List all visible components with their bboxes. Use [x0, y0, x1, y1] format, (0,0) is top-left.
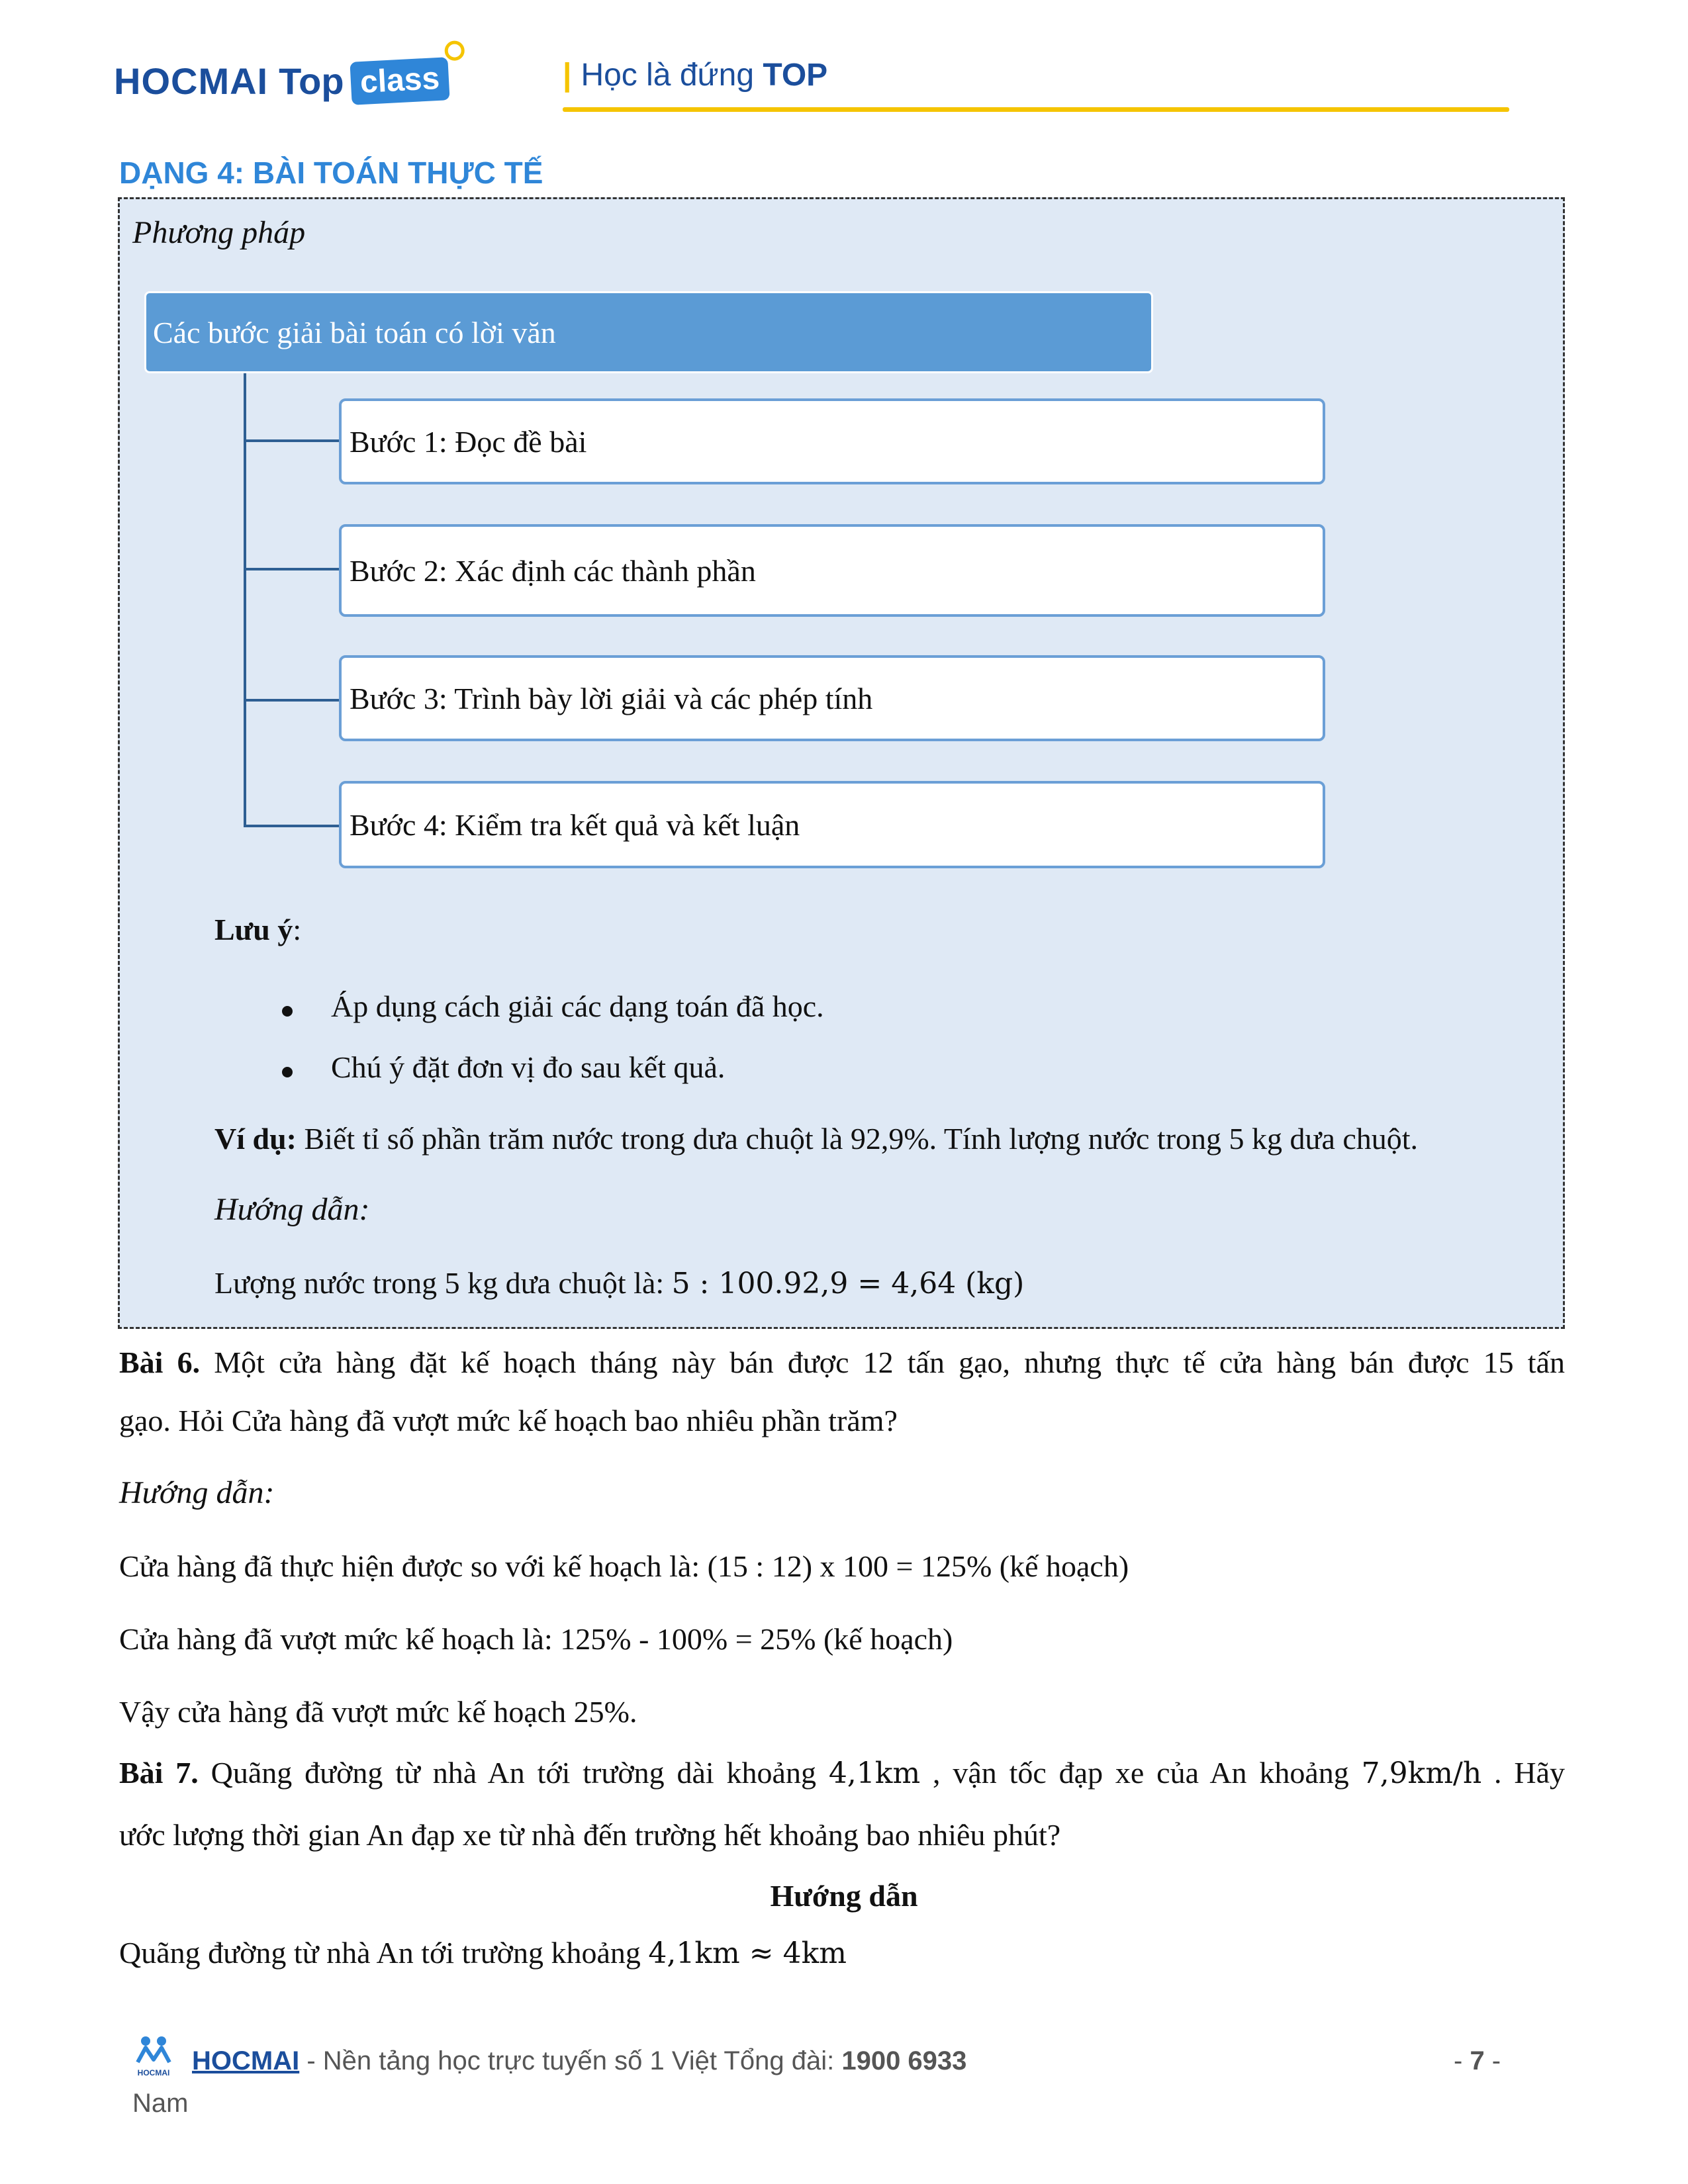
bai7-answer: [119, 1935, 847, 1970]
bai6-guide-label: Hướng dẫn:: [119, 1475, 275, 1510]
bai6-solution-line-3: Vậy cửa hàng đã vượt mức kế hoạch 25%.: [119, 1695, 637, 1729]
footer-phone: 1900 6933: [841, 2046, 967, 2075]
page-number-value: 7: [1470, 2046, 1485, 2075]
bai6-question-text: Một cửa hàng đặt kế hoạch tháng này bán được 12 tấn gạo, nhưng thực tế cửa hàng bán được 15 tấn: [200, 1345, 1565, 1379]
slogan-bar: |: [563, 58, 572, 93]
gear-icon: [444, 40, 465, 61]
step-label-1: Bước 1: Đọc đề bài: [350, 424, 587, 459]
example-answer-math: 5 : 100.92,9 = 4,64 (kg): [671, 1267, 1025, 1300]
slogan-prefix: Học là đứng: [581, 58, 755, 93]
section-title: DẠNG 4: BÀI TOÁN THỰC TẾ: [119, 156, 543, 190]
note-item-2: Chú ý đặt đơn vị đo sau kết quả.: [331, 1050, 726, 1084]
note-heading: [214, 912, 301, 947]
bai7-answer-math: 4,1km ≈ 4km: [648, 1936, 847, 1970]
step-label-2: Bước 2: Xác định các thành phần: [350, 553, 756, 588]
note-label: Lưu ý: [214, 913, 293, 946]
bai7-question-part-2: , vận tốc đạp xe của An khoảng: [920, 1756, 1362, 1790]
bai7-question-part-3: . Hãy: [1481, 1756, 1565, 1790]
header-slogan: [563, 57, 827, 93]
note-colon: :: [293, 913, 302, 946]
example: [214, 1121, 1418, 1156]
tree-connector-step-2: [244, 568, 339, 570]
tree-connector-step-4: [244, 825, 339, 827]
bai6-solution-line-2: Cửa hàng đã vượt mức kế hoạch là: 125% - 100% = 25% (kế hoạch): [119, 1622, 953, 1656]
hocmai-footer-logo-icon: [132, 2033, 175, 2079]
step-box-4: [339, 781, 1325, 868]
page-number: [1454, 2046, 1501, 2076]
method-heading: Phương pháp: [132, 215, 306, 250]
bai7-distance-math: 4,1km: [828, 1756, 921, 1790]
footer-logo-caption: HOCMAI: [137, 2068, 170, 2077]
example-label: Ví dụ:: [214, 1122, 297, 1156]
footer-tagline: - Nền tảng học trực tuyến số 1 Việt Tổng đài:: [299, 2046, 842, 2075]
example-answer-text: Lượng nước trong 5 kg dưa chuột là:: [214, 1266, 672, 1300]
bai7-question-part-1: Quãng đường từ nhà An tới trường dài khoảng: [198, 1756, 829, 1790]
step-box-2: [339, 524, 1325, 617]
bai7-question-line-1: [119, 1755, 1565, 1790]
step-label-4: Bước 4: Kiểm tra kết quả và kết luận: [350, 807, 800, 842]
bai7-question-line-2: ước lượng thời gian An đạp xe từ nhà đến trường hết khoảng bao nhiêu phút?: [119, 1818, 1061, 1852]
header-divider: [563, 107, 1509, 112]
bullet-icon: [282, 1006, 293, 1017]
logo-class-text: class: [359, 60, 440, 100]
bai7-speed-math: 7,9km/h: [1361, 1756, 1482, 1790]
bai6-question-line-1: [119, 1345, 1565, 1380]
hocmai-topclass-logo: [114, 54, 449, 107]
bai6-solution-line-1: Cửa hàng đã thực hiện được so với kế hoạch là: (15 : 12) x 100 = 125% (kế hoạch): [119, 1549, 1129, 1583]
bai7-label: Bài 7.: [119, 1756, 199, 1790]
note-item-1: Áp dụng cách giải các dạng toán đã học.: [331, 989, 824, 1023]
footer-text: [192, 2046, 966, 2076]
bai7-answer-text: Quãng đường từ nhà An tới trường khoảng: [119, 1936, 649, 1970]
footer-nam: Nam: [132, 2089, 189, 2118]
footer-brand-link[interactable]: HOCMAI: [192, 2046, 300, 2075]
slogan-top: TOP: [763, 58, 828, 93]
page-suffix: -: [1484, 2046, 1501, 2075]
bullet-icon: [282, 1067, 293, 1077]
step-box-3: [339, 655, 1325, 741]
bai6-question-line-2: gạo. Hỏi Cửa hàng đã vượt mức kế hoạch bao nhiêu phần trăm?: [119, 1404, 898, 1437]
logo-hocmai-text: HOCMAI: [114, 60, 269, 102]
logo-top-text: Top: [279, 60, 344, 102]
tree-connector-step-3: [244, 699, 339, 702]
step-box-1: [339, 398, 1325, 484]
page-prefix: -: [1454, 2046, 1470, 2075]
logo-class-badge: [350, 57, 449, 105]
tree-connector-step-1: [244, 439, 339, 442]
diagram-title-text: Các bước giải bài toán có lời văn: [153, 315, 556, 349]
example-guide-label: Hướng dẫn:: [214, 1192, 370, 1227]
bai7-guide-title: Hướng dẫn: [770, 1879, 918, 1913]
bai6-label: Bài 6.: [119, 1345, 201, 1379]
diagram-title: [144, 291, 1153, 373]
example-answer: [214, 1265, 1024, 1300]
example-text: Biết tỉ số phần trăm nước trong dưa chuột là 92,9%. Tính lượng nước trong 5 kg dưa chuột.: [296, 1122, 1419, 1156]
step-label-3: Bước 3: Trình bày lời giải và các phép tính: [350, 681, 873, 715]
